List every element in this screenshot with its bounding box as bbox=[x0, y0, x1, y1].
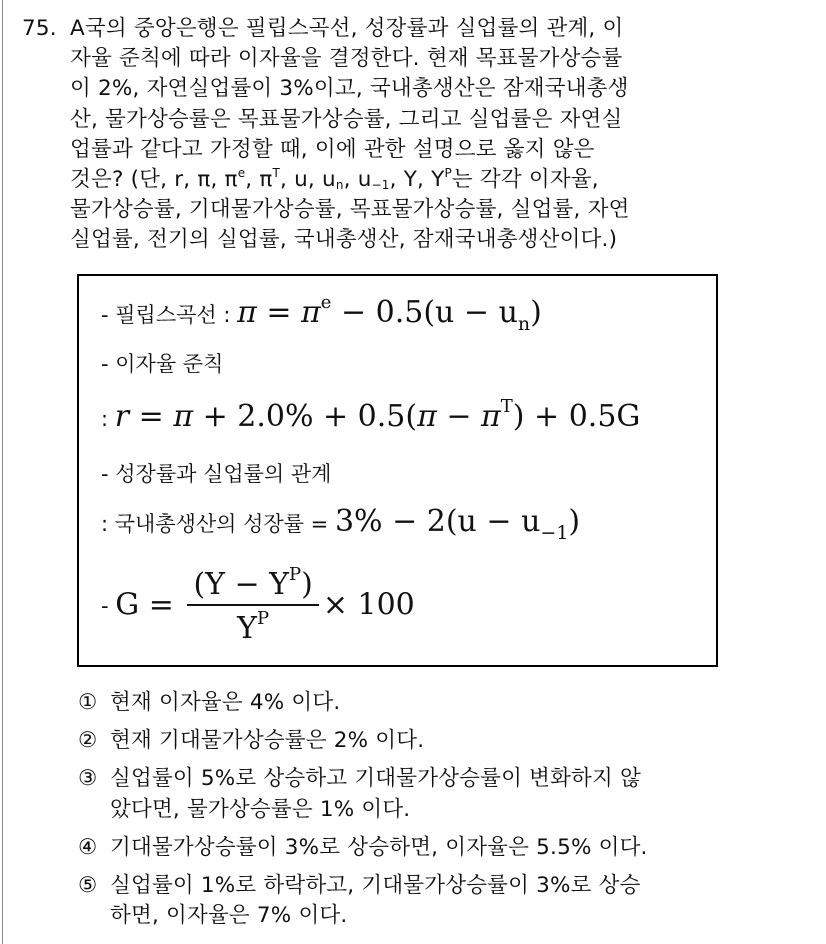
choice-text-continued: 았다면, 물가상승률은 1% 이다. bbox=[110, 796, 411, 822]
choice-5[interactable] bbox=[78, 871, 798, 931]
var-list-text: , u, u bbox=[280, 166, 336, 192]
choice-number: ⑤ bbox=[78, 872, 98, 898]
growth-unemployment-title: - 성장률과 실업률의 관계 bbox=[101, 462, 332, 486]
phillips-curve-formula bbox=[101, 292, 542, 335]
choice-text: 현재 기대물가상승률은 2% 이다. bbox=[110, 728, 425, 754]
choice-3[interactable] bbox=[78, 764, 798, 824]
question-line-4: 산, 물가상승률은 목표물가상승률, 그리고 실업률은 자연실 bbox=[70, 106, 623, 132]
var-list-text: , Y, Y bbox=[389, 166, 445, 192]
question-line-3: 이 2%, 자연실업률이 3%이고, 국내총생산은 잠재국내총생 bbox=[70, 76, 629, 102]
growth-equation: $3\% - 2(u - u_{-1})$ bbox=[334, 504, 581, 544]
superscript-T: T bbox=[272, 165, 281, 180]
superscript-e: e bbox=[237, 165, 246, 180]
g-numerator: $(Y - Y^P)$ bbox=[187, 564, 318, 606]
formula-box bbox=[77, 274, 718, 667]
var-list-text: , u bbox=[343, 166, 372, 192]
choice-number: ① bbox=[78, 690, 98, 715]
choice-text-continued: 하면, 이자율은 7% 이다. bbox=[110, 903, 348, 929]
g-equation: G = $\frac{(Y - Y^P)}{Y^P}$ × 100 bbox=[115, 564, 415, 646]
choice-2[interactable] bbox=[78, 726, 798, 756]
growth-label: : 국내총생산의 성장률 = bbox=[101, 512, 335, 536]
growth-formula bbox=[101, 504, 580, 544]
choice-text: 기대물가상승률이 3%로 상승하면, 이자율은 5.5% 이다. bbox=[110, 834, 648, 860]
question-line-1 bbox=[22, 14, 812, 44]
var-list-text: 것은? (단, r, π, π bbox=[70, 166, 238, 192]
question-line-7: 물가상승률, 기대물가상승률, 목표물가상승률, 실업률, 자연 bbox=[70, 197, 630, 223]
phillips-label: - 필립스곡선 : bbox=[101, 303, 238, 327]
interest-rule-formula bbox=[101, 396, 640, 434]
phillips-equation: $\pi = \pi^e - 0.5(u - u_n)$ bbox=[237, 292, 542, 335]
question-line-2: 자율 준칙에 따라 이자율을 결정한다. 현재 목표물가상승률 bbox=[70, 46, 623, 72]
colon: : bbox=[101, 407, 115, 431]
g-fraction bbox=[187, 564, 318, 646]
subscript-n: n bbox=[335, 177, 344, 192]
choice-text: 현재 이자율은 4% 이다. bbox=[110, 690, 341, 715]
choice-number: ④ bbox=[78, 834, 98, 860]
choice-text: 실업률이 5%로 상승하고 기대물가상승률이 변화하지 않 bbox=[110, 766, 641, 792]
subscript-minus-1: −1 bbox=[371, 177, 390, 192]
superscript-P: P bbox=[444, 165, 452, 180]
question-number: 75. bbox=[22, 16, 57, 41]
choice-4[interactable] bbox=[78, 833, 798, 863]
question-stem bbox=[22, 14, 812, 256]
page-left-edge bbox=[2, 0, 3, 944]
interest-rule-equation: $r = \pi + 2.0\% + 0.5(\pi - \pi^T) + 0.5G$ bbox=[114, 396, 641, 434]
question-line-6 bbox=[22, 165, 812, 195]
question-text: A국의 중앙은행은 필립스곡선, 성장률과 실업률의 관계, 이 bbox=[70, 16, 624, 41]
answer-choices bbox=[78, 688, 798, 939]
choice-number: ③ bbox=[78, 766, 98, 792]
choice-1[interactable] bbox=[78, 688, 798, 718]
var-list-text: 는 각각 이자율, bbox=[451, 166, 599, 192]
choice-number: ② bbox=[78, 728, 98, 754]
g-denominator: $Y^P$ bbox=[237, 608, 270, 646]
question-line-5: 업률과 같다고 가정할 때, 이에 관한 설명으로 옳지 않은 bbox=[70, 136, 595, 162]
question-line-8: 실업률, 전기의 실업률, 국내총생산, 잠재국내총생산이다.) bbox=[70, 227, 618, 253]
g-definition-formula: - G = $\frac{(Y - Y^P)}{Y^P}$ × 100 bbox=[101, 564, 415, 646]
interest-rule-title: - 이자율 준칙 bbox=[101, 352, 224, 376]
choice-text: 실업률이 1%로 하락하고, 기대물가상승률이 3%로 상승 bbox=[110, 872, 641, 898]
var-list-text: , π bbox=[245, 166, 273, 192]
